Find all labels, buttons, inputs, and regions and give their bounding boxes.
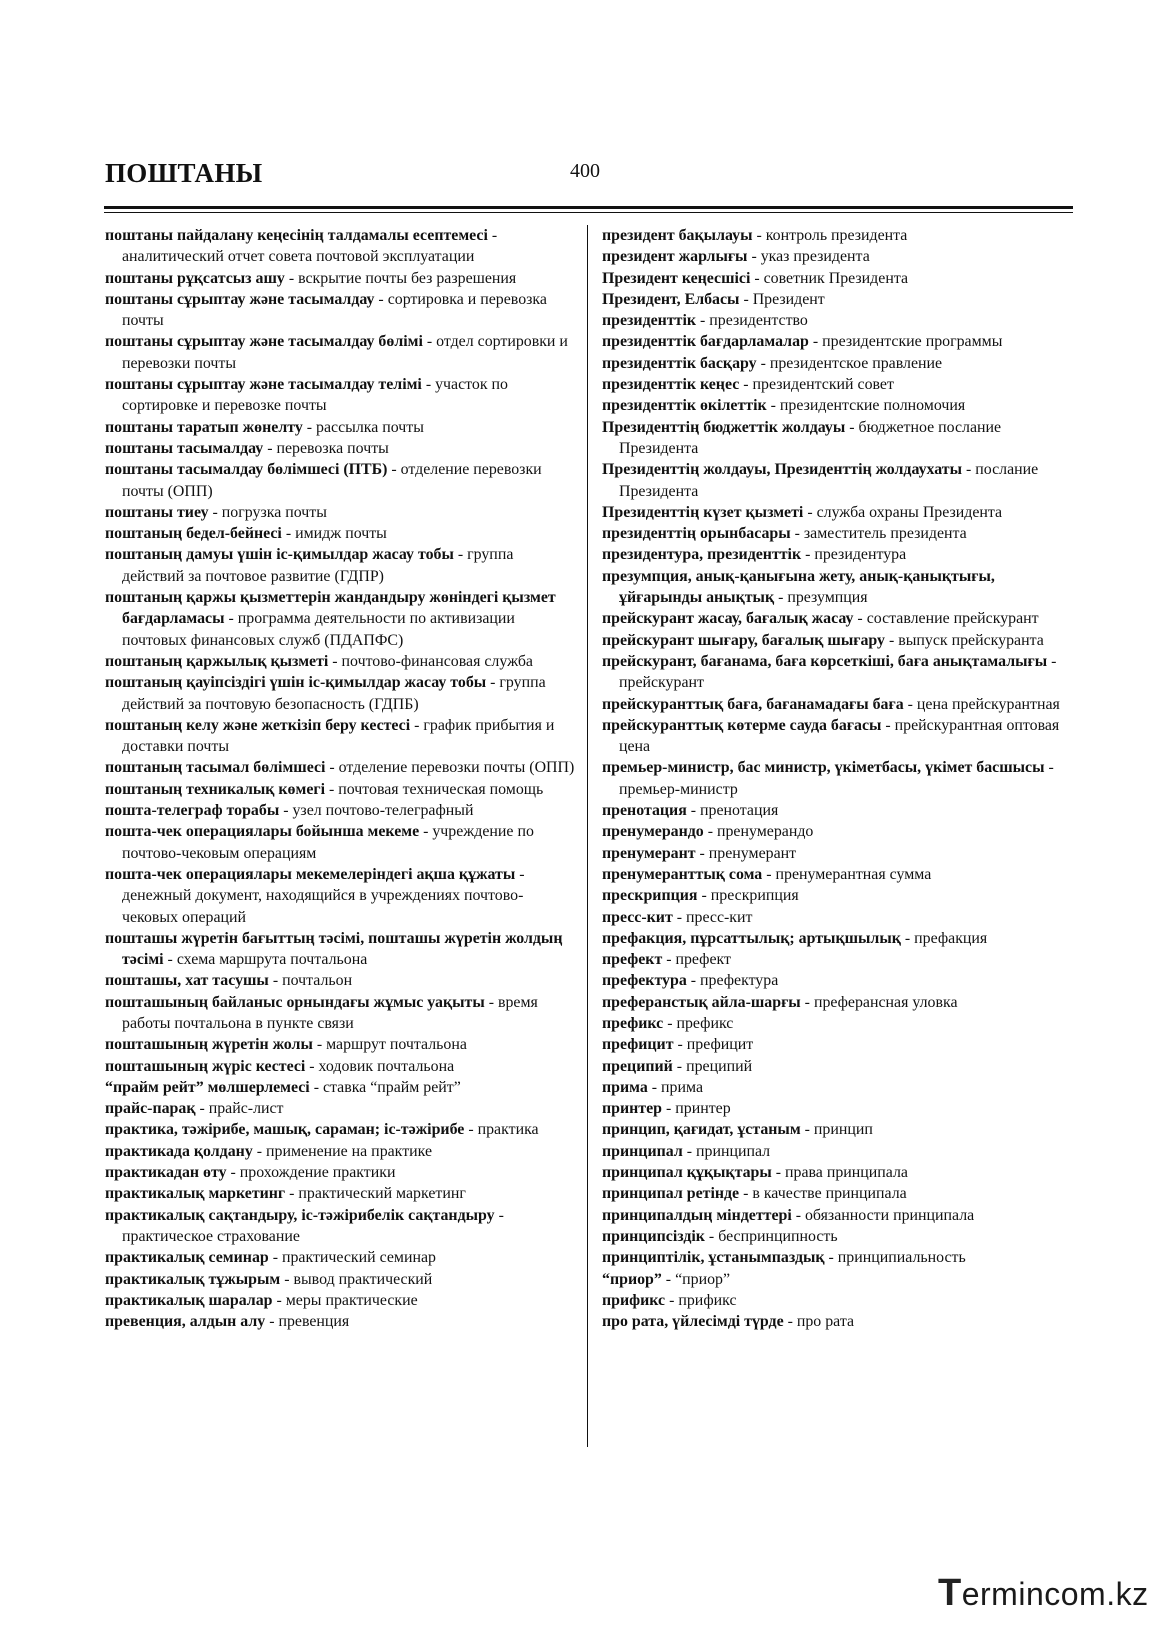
entry-term: префектура (602, 972, 687, 990)
entry-definition: - учреждение по почтово-чековым операциям (122, 823, 534, 862)
dictionary-entry (105, 331, 579, 374)
dictionary-entry (602, 417, 1072, 460)
dictionary-entry (602, 395, 1072, 416)
entry-definition: - практика (464, 1121, 539, 1139)
entry-definition: - служба охраны Президента (803, 503, 1003, 521)
entry-term: поштаны сұрыптау және тасымалдау (105, 290, 375, 308)
entry-definition: - узел почтово-телеграфный (279, 802, 474, 820)
dictionary-entry (105, 587, 579, 651)
entry-term: практика, тәжірибе, машық, сараман; іс-тәжірибе (105, 1121, 465, 1139)
entry-term: “прайм рейт” мөлшерлемесі (105, 1078, 310, 1096)
entry-definition: - преципий (672, 1057, 753, 1075)
dictionary-entry (105, 1247, 579, 1268)
entry-definition: - почтово-финансовая служба (328, 652, 533, 670)
entry-term: пошташының жүретін жолы (105, 1036, 313, 1054)
entry-definition: - президентский совет (739, 376, 894, 394)
entry-term: премьер-министр, бас министр, үкіметбасы, үкімет басшысы (602, 759, 1045, 777)
entry-definition: - прохождение практики (226, 1164, 396, 1182)
entry-definition: - пренумерант (695, 844, 797, 862)
entry-definition: - график прибытия и доставки почты (122, 716, 555, 756)
entry-term: практикалық маркетинг (105, 1185, 286, 1203)
logo-initial: T (938, 1572, 962, 1614)
entry-term: президенттік (602, 312, 697, 330)
dictionary-entry (105, 1119, 579, 1140)
dictionary-entry (105, 992, 579, 1035)
dictionary-entry (105, 1205, 579, 1248)
entry-term: практикада қолдану (105, 1142, 253, 1160)
dictionary-entry (602, 1034, 1072, 1055)
dictionary-entry (105, 289, 579, 332)
entry-definition: - заместитель президента (790, 525, 967, 543)
entry-definition: - префект (662, 951, 731, 969)
dictionary-entry (105, 757, 579, 778)
entry-definition: - программа деятельности по активизации почтовых финансовых служб (ПДАПФС) (122, 610, 515, 649)
dictionary-entry (105, 1269, 579, 1290)
entry-definition: - пренумерандо (703, 823, 814, 841)
entry-term: поштаны тасымалдау (105, 439, 264, 457)
entry-term: “приор” (602, 1270, 662, 1288)
entry-definition: - президентские программы (808, 333, 1003, 351)
running-header-word: ПОШТАНЫ (105, 158, 263, 188)
entry-term: Президент кеңесшісі (602, 269, 751, 287)
dictionary-entry (602, 1205, 1072, 1226)
entry-term: поштаның қаржы қызметтерін жандандыру жөніндегі қызмет бағдарламасы (105, 589, 556, 628)
dictionary-entry (105, 1077, 579, 1098)
entry-term: прейскуранттық баға, бағанамадағы баға (602, 695, 904, 713)
entry-term: прейскурант шығару, бағалық шығару (602, 631, 885, 649)
entry-definition: - рассылка почты (302, 418, 424, 436)
entry-term: президент бақылауы (602, 227, 753, 244)
dictionary-entry (602, 907, 1072, 928)
dictionary-entry (602, 523, 1072, 544)
entry-definition: - составление прейскурант (853, 610, 1039, 628)
left-column (105, 225, 579, 1332)
dictionary-entry (602, 1269, 1072, 1290)
dictionary-entry (602, 566, 1072, 609)
entry-definition: - префицит (673, 1036, 754, 1054)
entry-definition: - прейскурантная оптовая цена (619, 716, 1060, 756)
dictionary-entry (602, 885, 1072, 906)
entry-term: поштаны таратып жөнелту (105, 418, 303, 436)
entry-definition: - Президент (739, 290, 825, 308)
dictionary-entry (602, 1077, 1072, 1098)
dictionary-entry (602, 821, 1072, 842)
dictionary-entry (105, 459, 579, 502)
entry-definition: - бюджетное послание Президента (619, 418, 1002, 457)
dictionary-entry (602, 864, 1072, 885)
entry-definition: - практический семинар (268, 1249, 436, 1267)
dictionary-entry (602, 651, 1072, 694)
entry-definition: - беспринципность (704, 1227, 838, 1245)
entry-term: поштаны пайдалану кеңесінің талдамалы есептемесі (105, 227, 488, 244)
entry-definition: - в качестве принципала (739, 1185, 907, 1203)
entry-definition: - отдел сортировки и перевозки почты (122, 333, 568, 372)
entry-definition: - президентство (696, 312, 808, 330)
entry-term: преферанстық айла-шарғы (602, 993, 801, 1011)
entry-definition: - префектура (686, 972, 779, 990)
entry-term: прайс-парақ (105, 1100, 196, 1118)
entry-term: префикс (602, 1014, 664, 1032)
dictionary-entry (602, 289, 1072, 310)
entry-definition: - время работы почтальона в пункте связи (122, 993, 538, 1032)
entry-term: Президенттің жолдауы, Президенттің жолдаухаты (602, 461, 963, 479)
entry-term: пошта-телеграф торабы (105, 802, 280, 820)
entry-definition: - почтальон (268, 972, 353, 990)
entry-definition: - отделение перевозки почты (ОПП) (122, 461, 542, 500)
dictionary-entry (602, 608, 1072, 629)
logo-text: ermincom.kz (961, 1576, 1149, 1612)
entry-term: поштаны сұрыптау және тасымалдау телімі (105, 376, 422, 394)
entry-term: пошта-чек операциялары бойынша мекеме (105, 823, 420, 841)
entry-term: принципал құқықтары (602, 1164, 772, 1182)
entry-definition: - меры практические (272, 1291, 418, 1309)
entry-term: преципий (602, 1057, 673, 1075)
dictionary-entry (602, 268, 1072, 289)
dictionary-entry (105, 864, 579, 928)
dictionary-entry (105, 1183, 579, 1204)
entry-term: прима (602, 1078, 648, 1096)
dictionary-entry (602, 928, 1072, 949)
dictionary-entry (105, 1141, 579, 1162)
entry-definition: - президентура (801, 546, 907, 564)
entry-term: пренумерандо (602, 823, 704, 841)
dictionary-entry (602, 502, 1072, 523)
entry-definition: - про рата (783, 1313, 855, 1331)
dictionary-entry (602, 630, 1072, 651)
entry-definition: - премьер-министр (619, 759, 1054, 798)
entry-definition: - ходовик почтальона (305, 1057, 455, 1075)
entry-term: префект (602, 951, 663, 969)
entry-term: пошташының байланыс орнындағы жұмыс уақыты (105, 993, 485, 1011)
dictionary-entry (105, 1311, 579, 1332)
entry-definition: - схема маршрута почтальона (163, 951, 368, 969)
dictionary-entry (105, 544, 579, 587)
dictionary-entry (105, 268, 579, 289)
dictionary-entry (602, 1247, 1072, 1268)
entry-term: принципсіздік (602, 1227, 705, 1245)
termincom-logo (938, 1572, 1149, 1615)
dictionary-entry (602, 331, 1072, 352)
dictionary-entry (105, 928, 579, 971)
entry-term: поштаны рұқсатсыз ашу (105, 269, 285, 287)
dictionary-entry (602, 949, 1072, 970)
entry-term: поштаның қаржылық қызметі (105, 652, 329, 670)
dictionary-entry (105, 715, 579, 758)
entry-term: принципалдың міндеттері (602, 1206, 792, 1224)
entry-term: Президенттің бюджеттік жолдауы (602, 418, 846, 436)
dictionary-entry (105, 438, 579, 459)
dictionary-entry (105, 800, 579, 821)
dictionary-entry (105, 225, 579, 268)
entry-term: пресс-кит (602, 908, 673, 926)
entry-term: принципал (602, 1142, 683, 1160)
entry-definition: - вывод практический (280, 1270, 433, 1288)
entry-term: Президент, Елбасы (602, 290, 740, 308)
dictionary-entry (602, 353, 1072, 374)
entry-definition: - пренумерантная сумма (762, 865, 932, 883)
dictionary-entry (602, 246, 1072, 267)
entry-definition: - имидж почты (281, 525, 387, 543)
entry-term: пошташы жүретін бағыттың тәсімі, пошташы жүретін жолдың тәсімі (105, 929, 563, 969)
entry-definition: - указ президента (747, 248, 870, 266)
entry-definition: - префикс (663, 1014, 734, 1032)
header-rule-thin (104, 212, 1073, 213)
entry-term: пошта-чек операциялары мекемелеріндегі ақша құжаты (105, 865, 516, 883)
entry-term: пренумеранттық сома (602, 865, 763, 883)
entry-term: про рата, үйлесімді түрде (602, 1313, 784, 1331)
entry-term: принцип, қағидат, ұстаным (602, 1121, 801, 1139)
entry-term: прейскурант жасау, бағалық жасау (602, 610, 854, 628)
entry-definition: - “приор” (661, 1270, 731, 1288)
entry-definition: - презумпция (774, 589, 868, 607)
entry-definition: - ставка “прайм рейт” (309, 1078, 461, 1096)
dictionary-entry (602, 694, 1072, 715)
entry-term: прейскуранттық көтерме сауда бағасы (602, 716, 882, 734)
entry-definition: - президентские полномочия (766, 397, 966, 415)
dictionary-entry (602, 1056, 1072, 1077)
entry-definition: - группа действий за почтовую безопасность (ГДПБ) (122, 674, 546, 713)
entry-definition: - применение на практике (252, 1142, 433, 1160)
entry-definition: - денежный документ, находящийся в учреждениях почтово-чековых операций (122, 865, 525, 926)
entry-definition: - пресс-кит (672, 908, 753, 926)
entry-term: практикалық сақтандыру, іс-тәжірибелік сақтандыру (105, 1206, 495, 1224)
entry-term: принтер (602, 1100, 663, 1118)
entry-term: поштаның келу және жеткізіп беру кестесі (105, 716, 411, 734)
entry-definition: - прейскурант (619, 652, 1057, 692)
entry-definition: - прайс-лист (195, 1100, 284, 1118)
dictionary-entry (602, 970, 1072, 991)
dictionary-entry (105, 417, 579, 438)
dictionary-entry (602, 1183, 1072, 1204)
entry-definition: - прификс (665, 1291, 737, 1309)
entry-definition: - группа действий за почтовое развитие (ГДПР) (122, 546, 514, 585)
entry-definition: - принцип (800, 1121, 873, 1139)
entry-definition: - выпуск прейскуранта (884, 631, 1044, 649)
entry-definition: - почтовая техническая помощь (325, 780, 544, 798)
dictionary-entry (602, 800, 1072, 821)
column-divider (587, 225, 588, 1447)
dictionary-entry (602, 1290, 1072, 1311)
dictionary-entry (105, 779, 579, 800)
entry-term: президенттік басқару (602, 354, 757, 372)
entry-term: поштаның техникалық көмегі (105, 780, 326, 798)
page-number: 400 (570, 160, 600, 182)
dictionary-entry (105, 970, 579, 991)
entry-term: пошташы, хат тасушы (105, 972, 269, 990)
dictionary-entry (602, 715, 1072, 758)
entry-term: поштаны сұрыптау және тасымалдау бөлімі (105, 333, 423, 351)
entry-term: презумпция, анық-қанығына жету, анық-қанықтығы, ұйғарынды анықтық (602, 567, 995, 607)
entry-term: президенттік кеңес (602, 376, 740, 394)
entry-term: пренотация (602, 802, 687, 820)
entry-term: поштаның қауіпсіздігі үшін іс-қимылдар жасау тобы (105, 674, 487, 692)
dictionary-entry (602, 310, 1072, 331)
right-column (602, 225, 1072, 1332)
dictionary-entry (105, 1098, 579, 1119)
dictionary-entry (105, 502, 579, 523)
dictionary-entry (105, 1290, 579, 1311)
entry-definition: - вскрытие почты без разрешения (284, 269, 517, 287)
entry-definition: - сортировка и перевозка почты (122, 290, 547, 330)
dictionary-entry (602, 225, 1072, 246)
dictionary-entry (602, 544, 1072, 565)
dictionary-entry (602, 459, 1072, 502)
entry-term: префицит (602, 1036, 674, 1054)
entry-term: практикалық шаралар (105, 1291, 273, 1309)
entry-definition: - принтер (662, 1100, 731, 1118)
entry-term: президент жарлығы (602, 248, 748, 266)
dictionary-entry (602, 1119, 1072, 1140)
dictionary-entry (105, 374, 579, 417)
entry-definition: - отделение перевозки почты (ОПП) (325, 759, 575, 777)
dictionary-entry (602, 992, 1072, 1013)
entry-definition: - контроль президента (752, 227, 908, 244)
entry-definition: - права принципала (771, 1164, 908, 1182)
entry-term: поштаны тасымалдау бөлімшесі (ПТБ) (105, 461, 388, 479)
entry-definition: - участок по сортировке и перевозке почты (122, 376, 508, 415)
entry-definition: - аналитический отчет совета почтовой эксплуатации (122, 227, 498, 266)
dictionary-entry (602, 757, 1072, 800)
entry-definition: - перевозка почты (263, 439, 389, 457)
entry-term: принциптілік, ұстанымпаздық (602, 1249, 825, 1267)
entry-definition: - обязанности принципала (791, 1206, 975, 1224)
entry-term: прификс (602, 1291, 666, 1309)
entry-definition: - префакция (900, 929, 988, 947)
dictionary-entry (105, 523, 579, 544)
entry-definition: - принципал (682, 1142, 771, 1160)
entry-definition: - погрузка почты (208, 503, 327, 521)
entry-term: практикалық тұжырым (105, 1270, 281, 1288)
entry-definition: - президентское правление (756, 354, 943, 372)
entry-term: поштаның тасымал бөлімшесі (105, 759, 326, 777)
entry-definition: - цена прейскурантная (903, 695, 1060, 713)
entry-definition: - прима (647, 1078, 704, 1096)
dictionary-entry (602, 374, 1072, 395)
dictionary-entry (105, 1034, 579, 1055)
entry-term: поштаны тиеу (105, 503, 209, 521)
entry-term: практикалық семинар (105, 1249, 269, 1267)
entry-definition: - советник Президента (750, 269, 909, 287)
entry-definition: - маршрут почтальона (312, 1036, 467, 1054)
entry-definition: - послание Президента (619, 461, 1039, 500)
dictionary-entry (602, 1098, 1072, 1119)
entry-definition: - превенция (265, 1313, 350, 1331)
dictionary-entry (105, 1056, 579, 1077)
dictionary-entry (105, 1162, 579, 1183)
dictionary-entry (105, 672, 579, 715)
entry-term: пренумерант (602, 844, 696, 862)
entry-term: поштаның дамуы үшін іс-қимылдар жасау тобы (105, 546, 454, 564)
entry-definition: - пренотация (686, 802, 779, 820)
entry-term: прейскурант, бағанама, баға көрсеткіші, баға анықтамалығы (602, 652, 1048, 670)
dictionary-entry (105, 821, 579, 864)
dictionary-entry (602, 1311, 1072, 1332)
entry-term: поштаның бедел-бейнесі (105, 525, 282, 543)
entry-term: президенттің орынбасары (602, 525, 791, 543)
dictionary-entry (602, 1226, 1072, 1247)
entry-definition: - преферансная уловка (800, 993, 958, 1011)
entry-term: президенттік өкілеттік (602, 397, 767, 415)
entry-term: пошташының жүріс кестесі (105, 1057, 306, 1075)
dictionary-entry (602, 1141, 1072, 1162)
dictionary-entry (602, 1162, 1072, 1183)
entry-definition: - практическое страхование (122, 1206, 504, 1245)
dictionary-entry (602, 843, 1072, 864)
entry-term: Президенттің күзет қызметі (602, 503, 804, 521)
dictionary-entry (602, 1013, 1072, 1034)
entry-term: превенция, алдын алу (105, 1313, 266, 1331)
entry-definition: - практический маркетинг (285, 1185, 466, 1203)
entry-term: принципал ретінде (602, 1185, 740, 1203)
dictionary-entry (105, 651, 579, 672)
header-rule-thick (104, 206, 1073, 209)
entry-term: префакция, пұрсаттылық; артықшылық (602, 929, 901, 947)
entry-term: практикадан өту (105, 1164, 227, 1182)
entry-term: президентура, президенттік (602, 546, 802, 564)
entry-term: прескрипция (602, 887, 698, 905)
entry-term: президенттік бағдарламалар (602, 333, 809, 351)
entry-definition: - принципиальность (824, 1249, 966, 1267)
entry-definition: - прескрипция (697, 887, 799, 905)
